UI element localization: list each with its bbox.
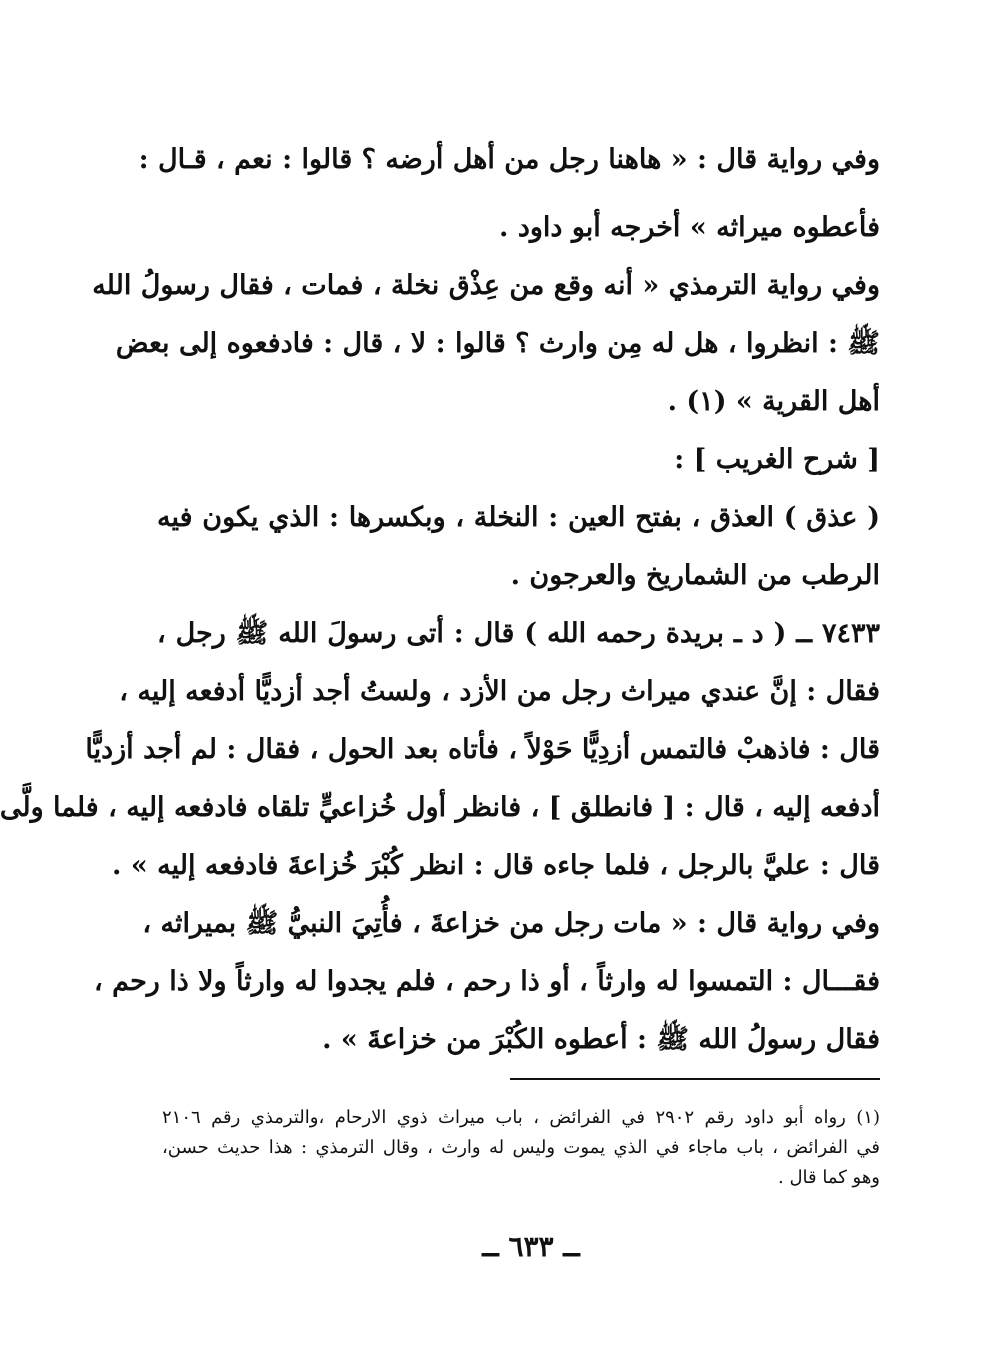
text-line: فأعطوه ميراثه » أخرجه أبو داود . — [499, 212, 880, 243]
text-line: فقـــال : التمسوا له وارثاً ، أو ذا رحم ، فلم يجدوا له وارثاً ولا ذا رحم ، — [93, 966, 880, 997]
text-line: فقال رسولُ الله ﷺ : أعطوه الكُبْرَ من خزاعةَ » . — [322, 1024, 880, 1055]
page-number: ــ ٦٣٣ ــ — [482, 1230, 580, 1263]
text-line: أهل القرية » (١) . — [667, 386, 880, 417]
text-line: فقال : إنَّ عندي ميراث رجل من الأزد ، ولستُ أجد أزديًّا أدفعه إليه ، — [119, 676, 880, 707]
text-line: أدفعه إليه ، قال : [ فانطلق ] ، فانظر أول خُزاعيٍّ تلقاه فادفعه إليه ، فلما ولَّى — [0, 792, 880, 823]
text-line: وفي رواية قال : « مات رجل من خزاعةَ ، فأُتِيَ النبيُّ ﷺ بميراثه ، — [142, 908, 880, 939]
text-line: قال : فاذهبْ فالتمس أزدِيًّا حَوْلاً ، فأتاه بعد الحول ، فقال : لم أجد أزديًّا — [85, 734, 880, 765]
footnote-divider — [510, 1078, 880, 1080]
text-line: قال : عليَّ بالرجل ، فلما جاءه قال : انظر كُبْرَ خُزاعةَ فادفعه إليه » . — [112, 850, 880, 881]
footnote-line: وهو كما قال . — [778, 1167, 880, 1188]
text-line: وفي رواية قال : « هاهنا رجل من أهل أرضه ؟ قالوا : نعم ، قـال : — [138, 144, 880, 175]
text-line: ( عذق ) العذق ، بفتح العين : النخلة ، وبكسرها : الذي يكون فيه — [157, 502, 880, 533]
text-line: وفي رواية الترمذي « أنه وقع من عِذْق نخلة ، فمات ، فقال رسولُ الله — [92, 270, 880, 301]
text-line: ﷺ : انظروا ، هل له مِن وارث ؟ قالوا : لا ، قال : فادفعوه إلى بعض — [115, 328, 880, 359]
footnote-line: في الفرائض ، باب ماجاء في الذي يموت وليس له وارث ، وقال الترمذي : هذا حديث حسن، — [162, 1137, 880, 1158]
hadith-heading-line: ٧٤٣٣ ــ ( د ـ بريدة رحمه الله ) قال : أتى رسولَ الله ﷺ رجل ، — [157, 618, 880, 649]
text-line: الرطب من الشماريخ والعرجون . — [510, 560, 880, 591]
section-heading: [ شرح الغريب ] : — [674, 444, 880, 475]
footnote-line: (١) رواه أبو داود رقم ٢٩٠٢ في الفرائض ، باب ميراث ذوي الارحام ،والترمذي رقم ٢١٠٦ — [162, 1107, 880, 1128]
